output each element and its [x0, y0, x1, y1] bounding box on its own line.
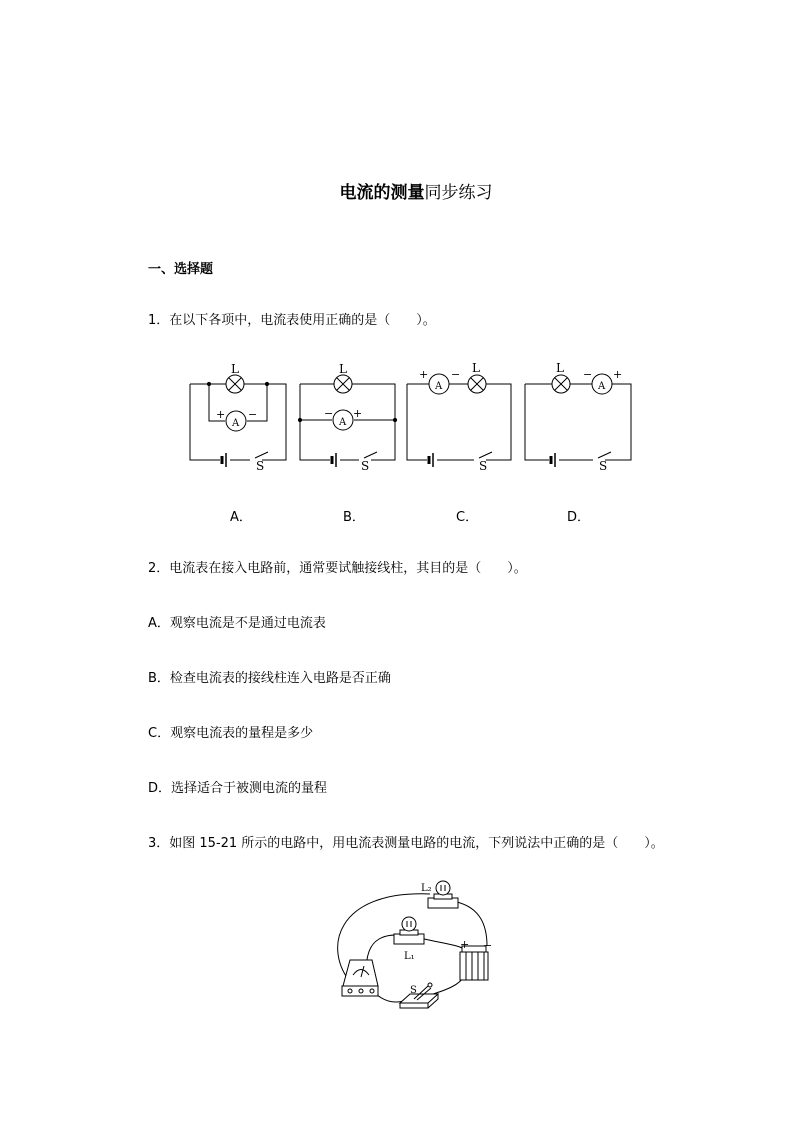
- q1-option-d: D．: [567, 510, 591, 525]
- l1-label: L₁: [404, 951, 415, 962]
- lamp-l1-icon: [394, 917, 424, 944]
- minus-terminal: −: [583, 368, 593, 381]
- q1-option-c: C．: [456, 510, 479, 525]
- switch-icon: [400, 983, 438, 1008]
- s-label: S: [410, 985, 417, 996]
- q2-option-a: A．观察电流是不是通过电流表: [148, 616, 326, 631]
- title-bold: 电流的测量: [339, 183, 425, 203]
- ammeter-icon: [342, 960, 378, 996]
- ammeter-label: A: [339, 417, 347, 428]
- section-heading: 一、选择题: [148, 262, 214, 277]
- question-2-stem: 2．电流表在接入电路前，通常要试触接线柱，其目的是（ ）。: [148, 561, 527, 576]
- lamp-label: L: [472, 361, 480, 375]
- ammeter-label: A: [435, 381, 443, 392]
- minus-terminal: −: [451, 368, 461, 381]
- switch-label: S: [361, 459, 370, 473]
- plus-terminal: +: [353, 407, 363, 420]
- lamp-label: L: [231, 362, 239, 376]
- plus-terminal: +: [419, 368, 429, 381]
- l2-label: L₂: [421, 883, 432, 894]
- q2-option-c: C．观察电流表的量程是多少: [148, 726, 314, 741]
- plus-terminal: +: [613, 368, 623, 381]
- minus-terminal: −: [483, 939, 493, 952]
- plus-terminal: +: [460, 938, 470, 951]
- minus-terminal: −: [248, 408, 258, 421]
- switch-label: S: [479, 459, 488, 473]
- switch-label: S: [599, 459, 608, 473]
- q1-option-b: B．: [343, 510, 365, 525]
- lamp-label: L: [339, 362, 347, 376]
- plus-terminal: +: [216, 408, 226, 421]
- q2-option-d: D．选择适合于被测电流的量程: [148, 781, 328, 796]
- lamp-label: L: [556, 361, 564, 375]
- question-3-stem: 3．如图 15-21 所示的电路中，用电流表测量电路的电流，下列说法中正确的是（ ）。: [148, 836, 664, 851]
- lamp-l2-icon: [428, 881, 458, 908]
- ammeter-label: A: [598, 381, 606, 392]
- question-1-stem: 1．在以下各项中，电流表使用正确的是（ ）。: [148, 313, 436, 328]
- ammeter-label: A: [232, 418, 240, 429]
- switch-label: S: [256, 459, 265, 473]
- title-normal: 同步练习: [424, 183, 493, 203]
- q1-option-a: A．: [230, 510, 252, 525]
- minus-terminal: −: [324, 407, 334, 420]
- q2-option-b: B．检查电流表的接线柱连入电路是否正确: [148, 671, 391, 686]
